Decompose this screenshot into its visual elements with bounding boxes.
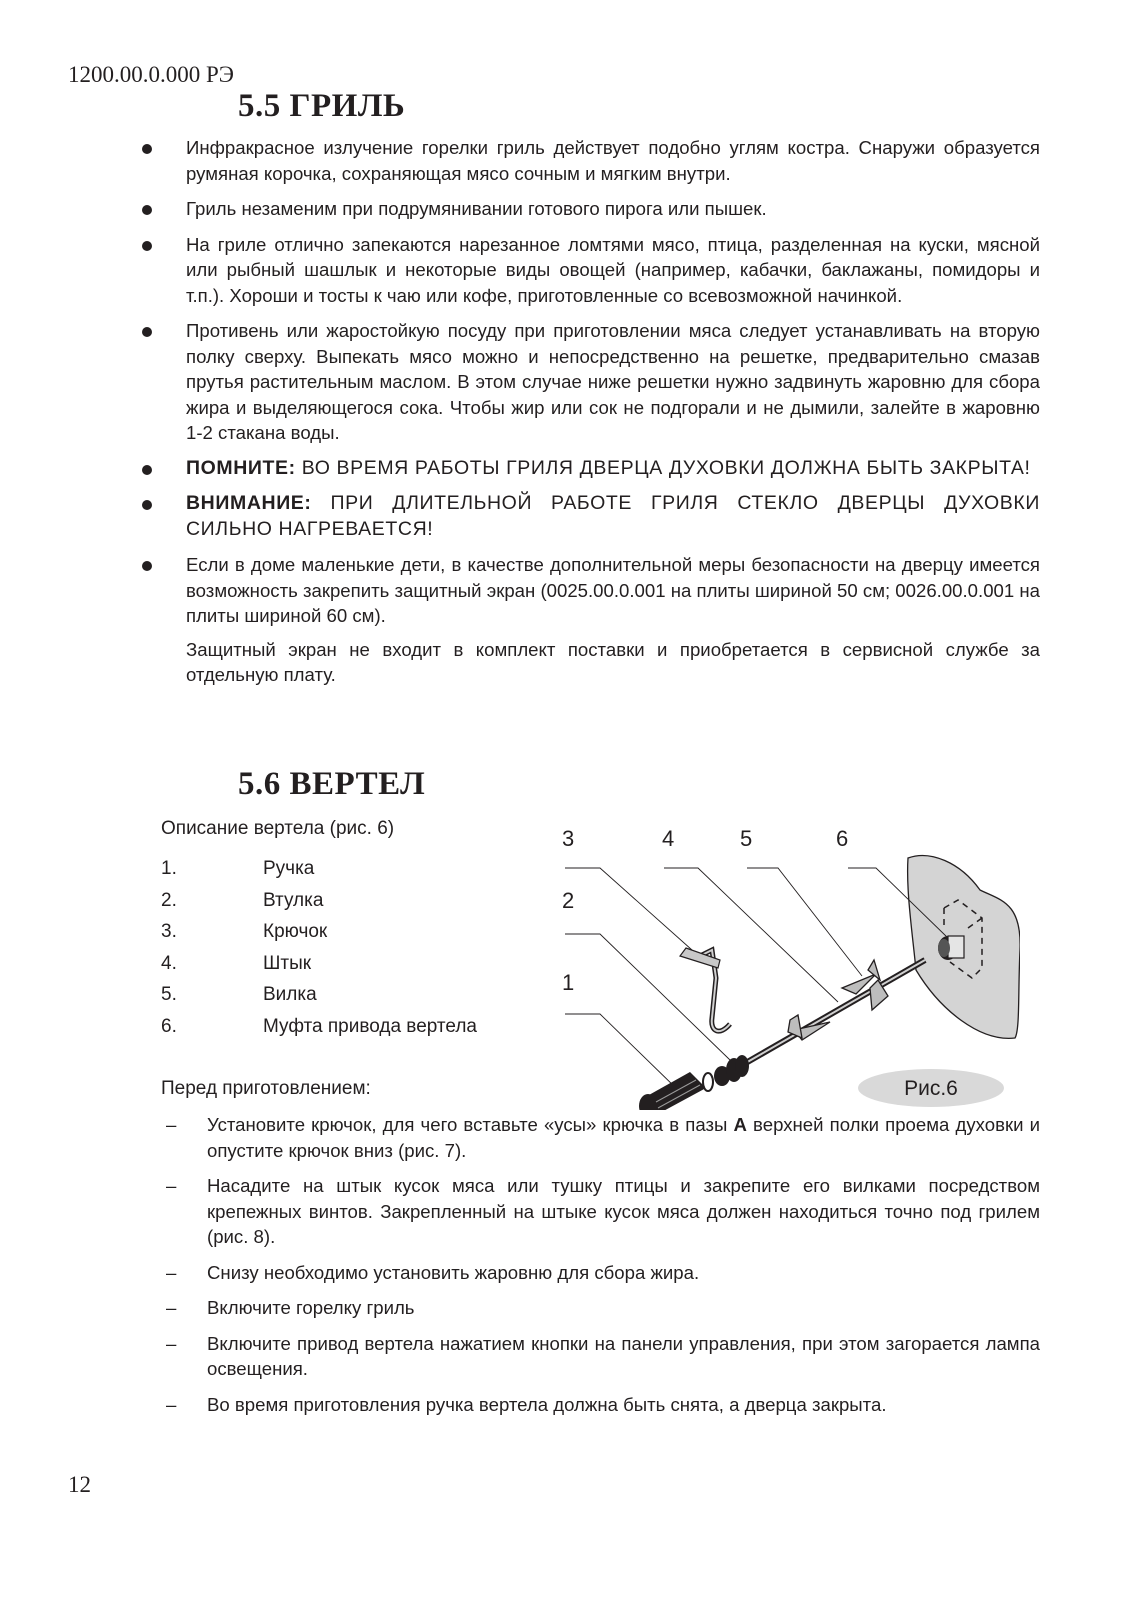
document-code: 1200.00.0.000 РЭ: [68, 62, 234, 87]
part-item: 6. Муфта привода вертела: [161, 1015, 477, 1037]
part-item: 5. Вилка: [161, 984, 317, 1006]
callout-2: 2: [562, 888, 575, 913]
callout-3: 3: [562, 826, 575, 851]
callout-1: 1: [562, 970, 575, 995]
bullet-item: На гриле отлично запекаются нарезанное ломтями мясо, птица, разделенная на куски, мясной или рыбный шашлык и некоторые виды овощей (например, кабачки, баклажаны, помидоры и т.п.). Хороши и тосты к чаю или кофе, приготовленные со всевозможной начинкой.: [140, 232, 1040, 309]
step-item: – Включите горелку гриль: [166, 1295, 1040, 1321]
dash-icon: –: [166, 1393, 177, 1415]
part-item: 2. Втулка: [161, 889, 324, 911]
bullet-icon: [142, 327, 152, 337]
dash-icon: –: [166, 1261, 177, 1283]
bullet-item: Если в доме маленькие дети, в качестве дополнительной меры безопасности на дверцу имеется возможность закрепить защитный экран (0025.00.0.001 на плиты шириной 50 см; 0026.00.0.001 на плиты шириной 60 см).: [140, 552, 1040, 629]
step-item: – Установите крючок, для чего вставьте «усы» крючка в пазы А верхней полки проема духовки и опустите крючок вниз (рис. 7).: [166, 1114, 1040, 1161]
step-item: – Включите привод вертела нажатием кнопки на панели управления, при этом загорается лампа освещения.: [166, 1332, 1040, 1379]
grill-bullet-list: [140, 135, 1040, 688]
section-title-grill: 5.5 ГРИЛЬ: [238, 88, 406, 124]
spit-steps-list: [166, 1112, 1040, 1427]
warning-label: ПОМНИТЕ:: [186, 456, 296, 479]
dash-icon: –: [166, 1297, 177, 1318]
callout-6: 6: [836, 826, 849, 851]
spit-diagram-icon: [540, 810, 1020, 1110]
part-item: 1. Ручка: [161, 858, 315, 879]
callout-5: 5: [740, 826, 753, 851]
before-cooking-label: Перед приготовлением:: [161, 1078, 371, 1099]
bullet-item: Инфракрасное излучение горелки гриль действует подобно углям костра. Снаружи образуется румяная корочка, сохраняющая мясо сочным и мягким внутри.: [140, 135, 1040, 186]
bullet-icon: [142, 500, 152, 510]
spit-description-label: Описание вертела (рис. 6): [161, 818, 395, 839]
figure-caption: Рис.6: [858, 1069, 1004, 1107]
warning-remember: ПОМНИТЕ: ВО ВРЕМЯ РАБОТЫ ГРИЛЯ ДВЕРЦА ДУХОВКИ ДОЛЖНА БЫТЬ ЗАКРЫТА!: [140, 456, 1040, 482]
section-title-spit: 5.6 ВЕРТЕЛ: [238, 766, 426, 802]
bullet-icon: [142, 144, 152, 154]
warning-label: ВНИМАНИЕ:: [186, 492, 312, 514]
part-item: 4. Штык: [161, 952, 312, 974]
bullet-item: Противень или жаростойкую посуду при приготовлении мяса следует устанавливать на вторую полку сверху. Выпекать мясо можно и непосредственно на решетке, предварительно смазав прутья растительным маслом. В этом случае ниже решетки нужно задвинуть жаровню для сбора жира и выделяющегося сока. Чтобы жир или сок не подгорали и не дымили, залейте в жаровню 1-2 стакана воды.: [140, 318, 1040, 446]
spit-figure: [540, 810, 1020, 1110]
callout-4: 4: [662, 826, 675, 851]
dash-icon: –: [166, 1114, 177, 1135]
spit-parts-list: [161, 853, 477, 1043]
part-item: 3. Крючок: [161, 921, 328, 943]
dash-icon: –: [166, 1332, 177, 1354]
step-item: – Во время приготовления ручка вертела должна быть снята, а дверца закрыта.: [166, 1392, 1040, 1418]
bullet-icon: [142, 561, 152, 571]
bullet-icon: [142, 465, 152, 475]
dash-icon: –: [166, 1175, 177, 1196]
bullet-icon: [142, 241, 152, 251]
step-item: – Снизу необходимо установить жаровню для сбора жира.: [166, 1260, 1040, 1286]
bullet-item: Гриль незаменим при подрумянивании готового пирога или пышек.: [140, 196, 1040, 222]
protective-screen-note: Защитный экран не входит в комплект поставки и приобретается в сервисной службе за отдельную плату.: [186, 638, 1040, 685]
step-item: – Насадите на штык кусок мяса или тушку птицы и закрепите его вилками посредством крепежных винтов. Закрепленный на штыке кусок мяса должен находиться точно под грилем (рис. 8).: [166, 1175, 1040, 1247]
warning-attention: ВНИМАНИЕ: ПРИ ДЛИТЕЛЬНОЙ РАБОТЕ ГРИЛЯ СТЕКЛО ДВЕРЦЫ ДУХОВКИ СИЛЬНО НАГРЕВАЕТСЯ!: [140, 491, 1040, 542]
bullet-icon: [142, 205, 152, 215]
page-number: 12: [68, 1472, 91, 1497]
